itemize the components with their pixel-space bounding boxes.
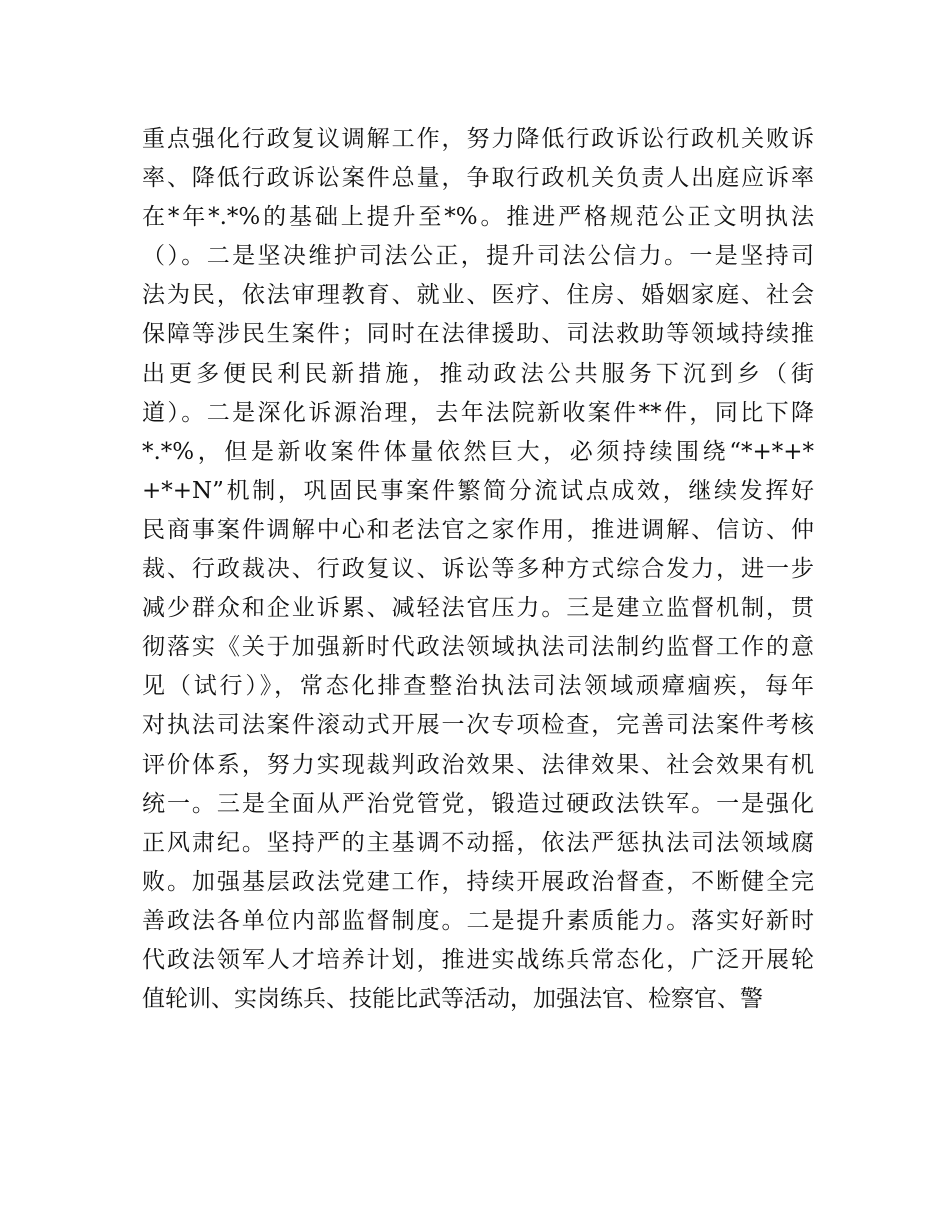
text-line: 败。加强基层政法党建工作，持续开展政治督查，不断健全完 — [142, 868, 814, 895]
text-line: 善政法各单位内部监督制度。二是提升素质能力。落实好新时 — [142, 907, 814, 934]
text-line: 保障等涉民生案件；同时在法律援助、司法救助等领域持续推 — [142, 321, 814, 348]
text-line: 率、降低行政诉讼案件总量，争取行政机关负责人出庭应诉率 — [142, 165, 814, 192]
text-line: 重点强化行政复议调解工作，努力降低行政诉讼行政机关败诉 — [142, 126, 814, 152]
text-line: 道）。二是深化诉源治理，去年法院新收案件**件，同比下降 — [142, 399, 814, 426]
text-line: 彻落实《关于加强新时代政法领域执法司法制约监督工作的意 — [142, 634, 814, 661]
text-line: 值轮训、实岗练兵、技能比武等活动，加强法官、检察官、警 — [142, 986, 763, 1013]
text-line: 对执法司法案件滚动式开展一次专项检查，完善司法案件考核 — [142, 712, 814, 739]
text-line: 正风肃纪。坚持严的主基调不动摇，依法严惩执法司法领域腐 — [142, 829, 814, 856]
text-line: *.*%，但是新收案件体量依然巨大，必须持续围绕“*+*+* — [142, 438, 814, 465]
text-line: 裁、行政裁决、行政复议、诉讼等多种方式综合发力，进一步 — [142, 556, 814, 583]
text-line: +*+N”机制，巩固民事案件繁简分流试点成效，继续发挥好 — [142, 477, 814, 504]
text-line: 统一。三是全面从严治党管党，锻造过硬政法铁军。一是强化 — [142, 790, 814, 817]
text-line: 代政法领军人才培养计划，推进实战练兵常态化，广泛开展轮 — [142, 946, 814, 973]
body-paragraph — [142, 120, 814, 1019]
text-line: 在*年*.*%的基础上提升至*%。推进严格规范公正文明执法 — [142, 204, 814, 231]
text-line: （）。二是坚决维护司法公正，提升司法公信力。一是坚持司 — [142, 243, 814, 270]
text-line: 评价体系，努力实现裁判政治效果、法律效果、社会效果有机 — [142, 751, 814, 778]
text-line: 出更多便民利民新措施，推动政法公共服务下沉到乡（街 — [142, 360, 814, 387]
text-line: 减少群众和企业诉累、减轻法官压力。三是建立监督机制，贯 — [142, 595, 814, 622]
text-line: 法为民，依法审理教育、就业、医疗、住房、婚姻家庭、社会 — [142, 282, 814, 309]
text-line: 民商事案件调解中心和老法官之家作用，推进调解、信访、仲 — [142, 516, 814, 543]
text-line: 见（试行）》，常态化排查整治执法司法领域顽瘴痼疾，每年 — [142, 673, 814, 700]
